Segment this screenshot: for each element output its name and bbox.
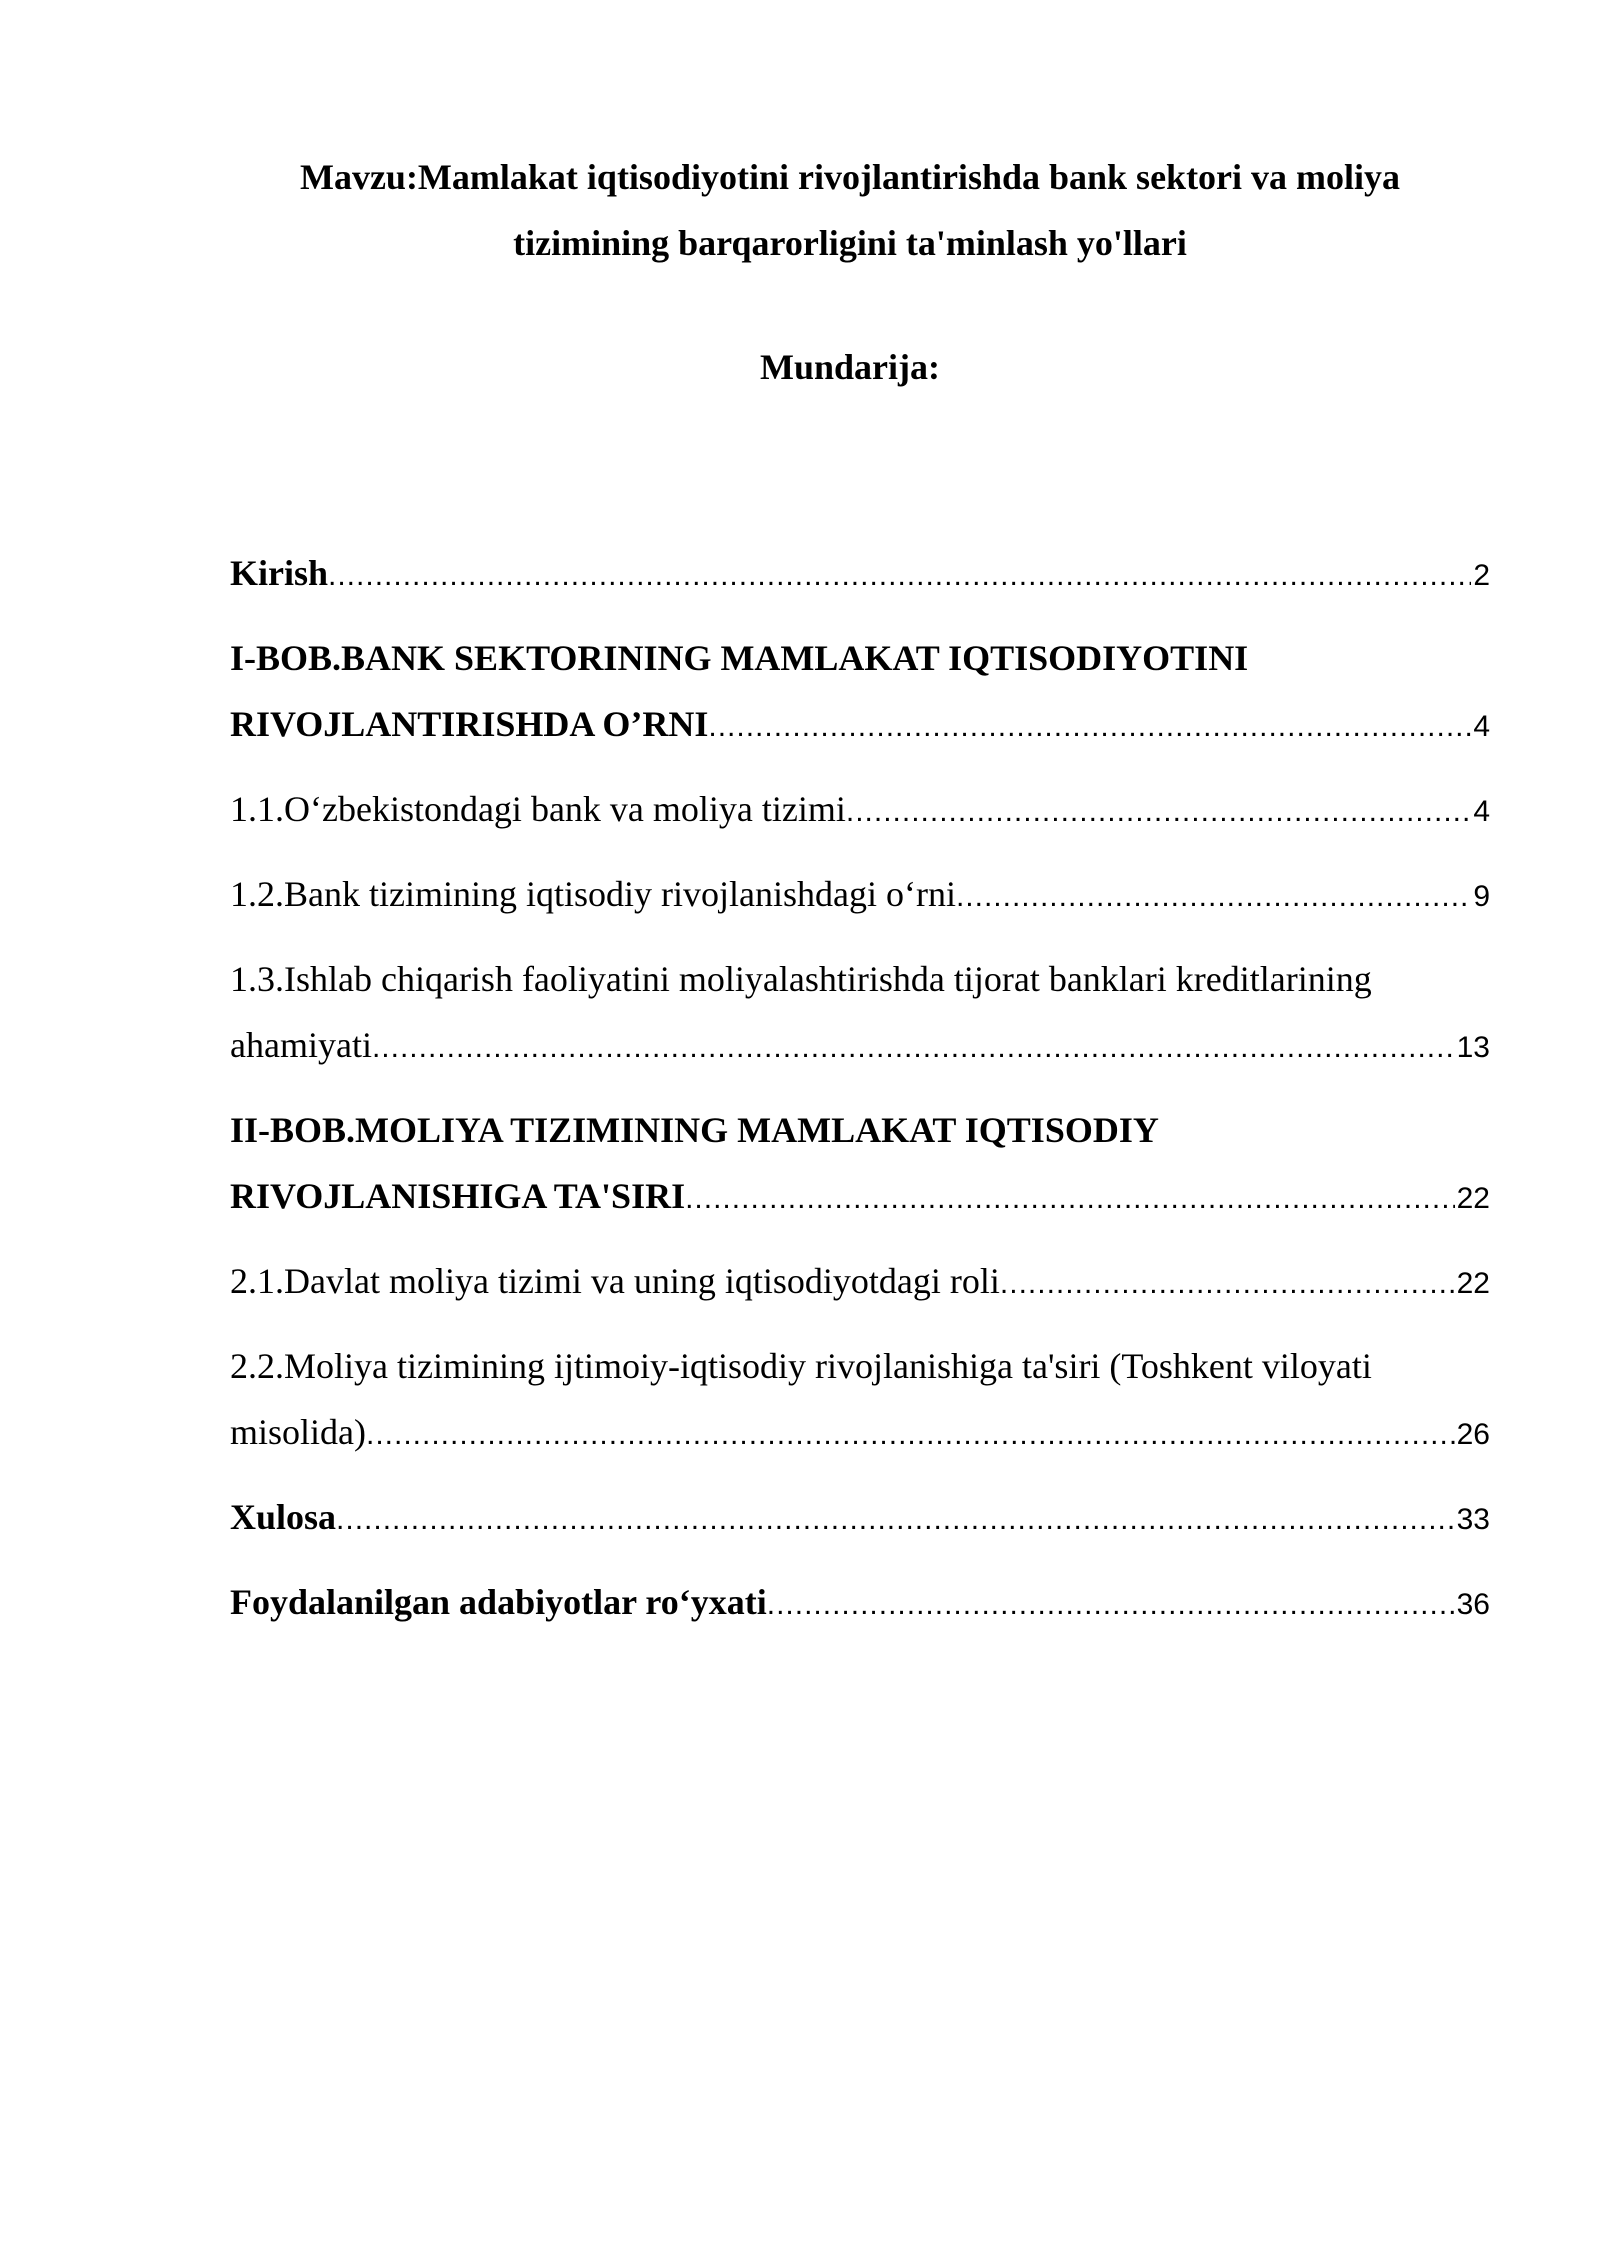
toc-page-number: 13: [1456, 1031, 1490, 1064]
toc-leader-dots: [336, 1487, 1455, 1553]
toc-heading: Mundarija:: [760, 347, 940, 387]
toc-page-number: 9: [1473, 880, 1490, 913]
toc-entry-title: Foydalanilgan adabiyotlar ro‘yxati: [230, 1582, 767, 1622]
toc-leader-dots: [956, 864, 1471, 930]
toc-leader-dots: [328, 543, 1471, 609]
toc-entry-title: 1.1.O‘zbekistondagi bank va moliya tizimi: [230, 789, 846, 829]
toc-entry-title: ahamiyati: [230, 1025, 372, 1065]
document-title-line2: tizimining barqarorligini ta'minlash yo'llari: [513, 223, 1187, 263]
document-title: [230, 144, 1470, 276]
toc-entry-title: Kirish: [230, 553, 329, 593]
toc-entry-title: 1.2.Bank tizimining iqtisodiy rivojlanishdagi o‘rni: [230, 874, 956, 914]
toc-leader-dots: [366, 1402, 1455, 1468]
toc-entry-title: 2.1.Davlat moliya tizimi va uning iqtisodiyotdagi roli: [230, 1261, 1000, 1301]
toc-leader-dots: [846, 779, 1471, 845]
toc-leader-dots: [372, 1015, 1455, 1081]
toc-entry-chapter-2[interactable]: [230, 1097, 1490, 1232]
toc-entry-title-line1: 2.2.Moliya tizimining ijtimoiy-iqtisodiy rivojlanishiga ta'siri (Toshkent viloyati: [230, 1346, 1372, 1386]
toc-leader-dots: [708, 694, 1471, 760]
toc-page-number: 4: [1473, 795, 1490, 828]
toc-entry-title-line1: II-BOB.MOLIYA TIZIMINING MAMLAKAT IQTISODIY: [230, 1110, 1159, 1150]
toc-entry-xulosa[interactable]: [230, 1484, 1490, 1553]
table-of-contents: [230, 540, 1490, 1638]
toc-entry-section-2-1[interactable]: [230, 1248, 1490, 1317]
toc-entry-title: misolida): [230, 1412, 366, 1452]
toc-entry-title: RIVOJLANISHIGA TA'SIRI: [230, 1176, 686, 1216]
toc-leader-dots: [685, 1166, 1455, 1232]
toc-page-number: 26: [1456, 1418, 1490, 1451]
toc-entry-section-2-2[interactable]: [230, 1333, 1490, 1468]
toc-page-number: 36: [1456, 1588, 1490, 1621]
toc-entry-chapter-1[interactable]: [230, 625, 1490, 760]
toc-entry-section-1-2[interactable]: [230, 861, 1490, 930]
toc-entry-title: RIVOJLANTIRISHDA O’RNI: [230, 704, 709, 744]
toc-leader-dots: [1000, 1251, 1455, 1317]
toc-page-number: 4: [1473, 710, 1490, 743]
toc-entry-section-1-1[interactable]: [230, 776, 1490, 845]
toc-entry-kirish[interactable]: [230, 540, 1490, 609]
toc-page-number: 2: [1473, 559, 1490, 592]
toc-entry-references[interactable]: [230, 1569, 1490, 1638]
toc-entry-title-line1: I-BOB.BANK SEKTORINING MAMLAKAT IQTISODIYOTINI: [230, 638, 1249, 678]
toc-leader-dots: [767, 1572, 1455, 1638]
toc-entry-section-1-3[interactable]: [230, 946, 1490, 1081]
toc-page-number: 33: [1456, 1503, 1490, 1536]
toc-page-number: 22: [1456, 1182, 1490, 1215]
document-title-line1: Mavzu:Mamlakat iqtisodiyotini rivojlantirishda bank sektori va moliya: [299, 157, 1401, 197]
toc-page-number: 22: [1456, 1267, 1490, 1300]
toc-entry-title-line1: 1.3.Ishlab chiqarish faoliyatini moliyalashtirishda tijorat banklari kreditlarining: [230, 959, 1372, 999]
toc-entry-title: Xulosa: [230, 1497, 337, 1537]
